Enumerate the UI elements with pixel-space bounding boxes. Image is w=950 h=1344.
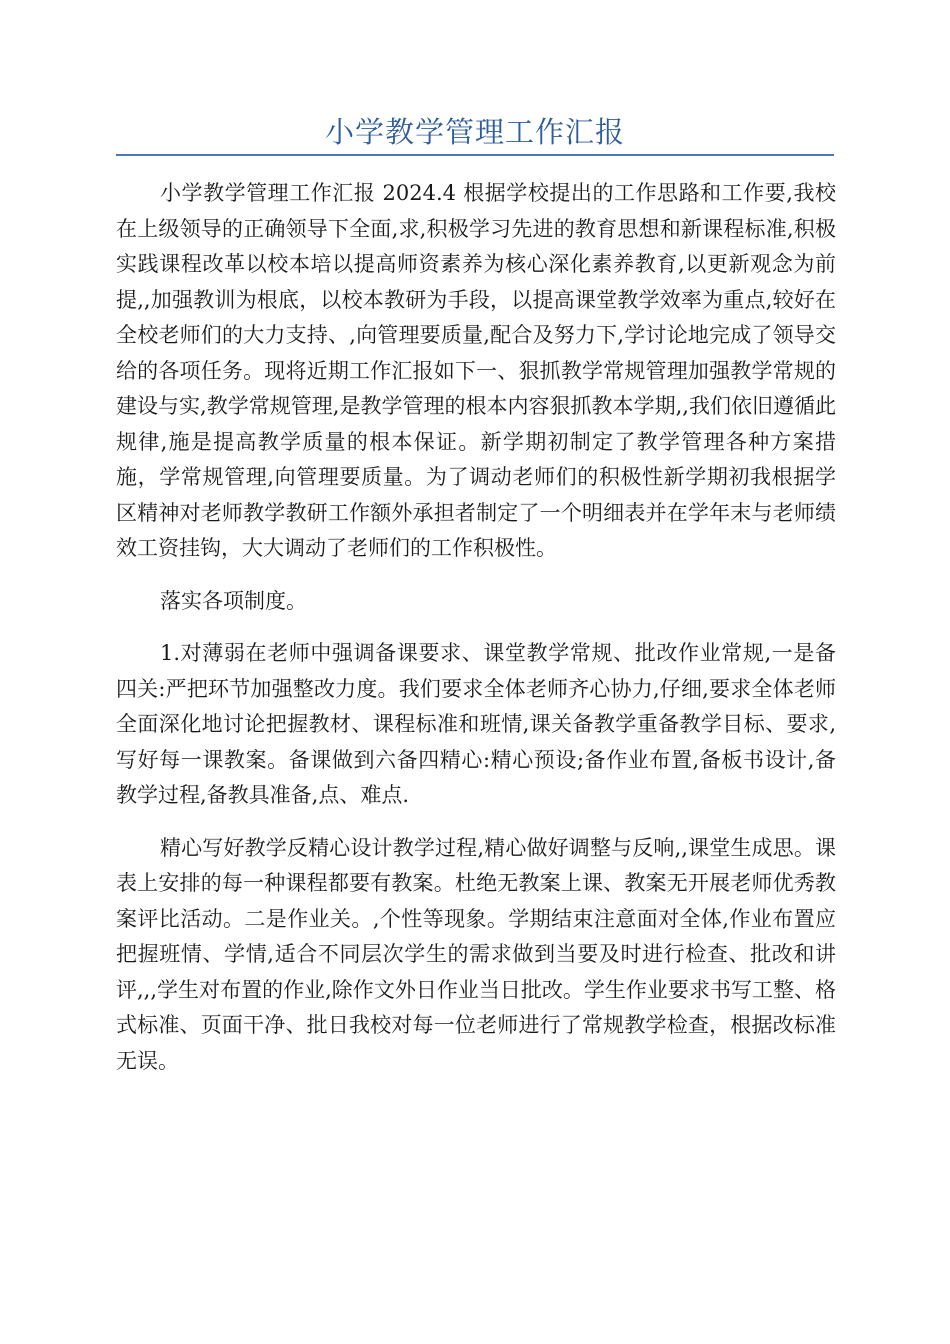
title-underline xyxy=(116,154,834,156)
document-body xyxy=(116,176,836,1096)
paragraph-implement-rules: 落实各项制度。 xyxy=(160,588,307,613)
document-title: 小学教学管理工作汇报 xyxy=(324,115,625,149)
paragraph-lesson-prep: 1.对薄弱在老师中强调备课要求、课堂教学常规、批改作业常规,一是备四关:严把环节加强整改力度。我们要求全体老师齐心协力,仔细,要求全体老师全面深化地讨论把握教材、课程标准和班情,课关备教学重备教学目标、要求,写好每一课教案。备课做到六备四精心:精心预设;备作业布置,备板书设计,备教学过程,备教具准备,点、难点. xyxy=(116,641,836,807)
paragraph-intro: 小学教学管理工作汇报 2024.4 根据学校提出的工作思路和工作要,我校在上级领导的正确领导下全面,求,积极学习先进的教育思想和新课程标准,积极实践课程改革以校本培以提高师资素养为核心深化素养教育,以更新观念为前提,,加强教训为根底，以校本教研为手段，以提高课堂教学效率为重点,较好在全校老师们的大力支持、,向管理要质量,配合及努力下,学讨论地完成了领导交给的各项任务。现将近期工作汇报如下一、狠抓教学常规管理加强教学常规的建设与实,教学常规管理,是教学管理的根本内容狠抓教本学期,,我们依旧遵循此规律,施是提高教学质量的根本保证。新学期初制定了教学管理各种方案措施，学常规管理,向管理要质量。为了调动老师们的积极性新学期初我根据学区精神对老师教学教研工作额外承担者制定了一个明细表并在学年末与老师绩效工资挂钩，大大调动了老师们的工作积极性。 xyxy=(116,181,836,560)
paragraph-homework: 精心写好教学反精心设计教学过程,精心做好调整与反响,,课堂生成思。课表上安排的每一种课程都要有教案。杜绝无教案上课、教案无开展老师优秀教案评比活动。二是作业关。,个性等现象。学期结束注意面对全体,作业布置应把握班情、学情,适合不同层次学生的需求做到当要及时进行检查、批改和讲评,,,学生对布置的作业,除作文外日作业当日批改。学生作业要求书写工整、格式标准、页面干净、批日我校对每一位老师进行了常规教学检查，根据改标准无误。 xyxy=(116,835,836,1073)
